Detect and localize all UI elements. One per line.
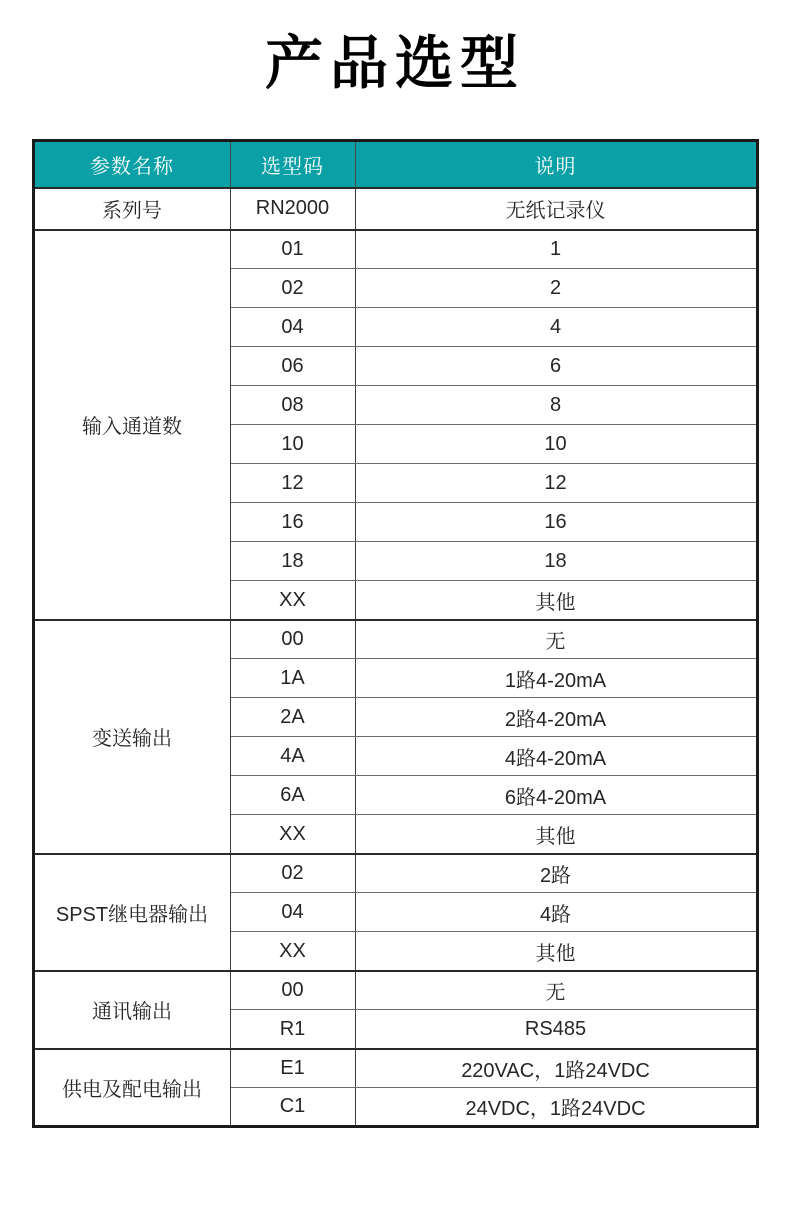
desc-cell: 其他 [355,581,757,620]
table-row [33,854,757,893]
code-cell: XX [230,932,355,971]
header-selection-code: 选型码 [230,141,355,188]
table-row [33,230,757,269]
table-row [33,620,757,659]
code-cell: 00 [230,620,355,659]
param-cell-transmit-output: 变送输出 [33,620,230,854]
code-cell: 06 [230,347,355,386]
desc-cell: 其他 [355,815,757,854]
param-cell-spst-relay-output: SPST继电器输出 [33,854,230,971]
code-cell: 18 [230,542,355,581]
table-header-row [33,141,757,188]
code-cell: E1 [230,1049,355,1088]
product-selection-table [32,139,759,1128]
code-cell: 01 [230,230,355,269]
code-cell: 6A [230,776,355,815]
desc-cell: 2 [355,269,757,308]
code-cell: 04 [230,308,355,347]
desc-cell: 4路4-20mA [355,737,757,776]
desc-cell: 2路 [355,854,757,893]
header-parameter-name: 参数名称 [33,141,230,188]
code-cell: 02 [230,269,355,308]
param-cell-series: 系列号 [33,188,230,230]
desc-cell: 220VAC，1路24VDC [355,1049,757,1088]
desc-cell: 24VDC，1路24VDC [355,1088,757,1127]
page-title: 产品选型 [264,31,525,96]
code-cell: 08 [230,386,355,425]
desc-cell: 6路4-20mA [355,776,757,815]
code-cell: 16 [230,503,355,542]
table-row [33,971,757,1010]
desc-cell: 6 [355,347,757,386]
header-description: 说明 [355,141,757,188]
desc-cell: 无 [355,971,757,1010]
code-cell: RN2000 [230,188,355,230]
param-cell-input-channels: 输入通道数 [33,230,230,620]
code-cell: 12 [230,464,355,503]
code-cell: 1A [230,659,355,698]
desc-cell: 8 [355,386,757,425]
desc-cell: 1 [355,230,757,269]
desc-cell: 1路4-20mA [355,659,757,698]
desc-cell: 4 [355,308,757,347]
code-cell: 00 [230,971,355,1010]
param-cell-power-output: 供电及配电输出 [33,1049,230,1127]
table-row [33,188,757,230]
code-cell: 2A [230,698,355,737]
desc-cell: 无 [355,620,757,659]
desc-cell: 12 [355,464,757,503]
param-cell-comm-output: 通讯输出 [33,971,230,1049]
code-cell: XX [230,815,355,854]
table-row [33,1049,757,1088]
code-cell: 10 [230,425,355,464]
code-cell: 02 [230,854,355,893]
desc-cell: 2路4-20mA [355,698,757,737]
desc-cell: 无纸记录仪 [355,188,757,230]
desc-cell: 其他 [355,932,757,971]
desc-cell: 18 [355,542,757,581]
code-cell: 04 [230,893,355,932]
desc-cell: 16 [355,503,757,542]
code-cell: 4A [230,737,355,776]
code-cell: R1 [230,1010,355,1049]
desc-cell: 10 [355,425,757,464]
desc-cell: RS485 [355,1010,757,1049]
desc-cell: 4路 [355,893,757,932]
code-cell: C1 [230,1088,355,1127]
code-cell: XX [230,581,355,620]
